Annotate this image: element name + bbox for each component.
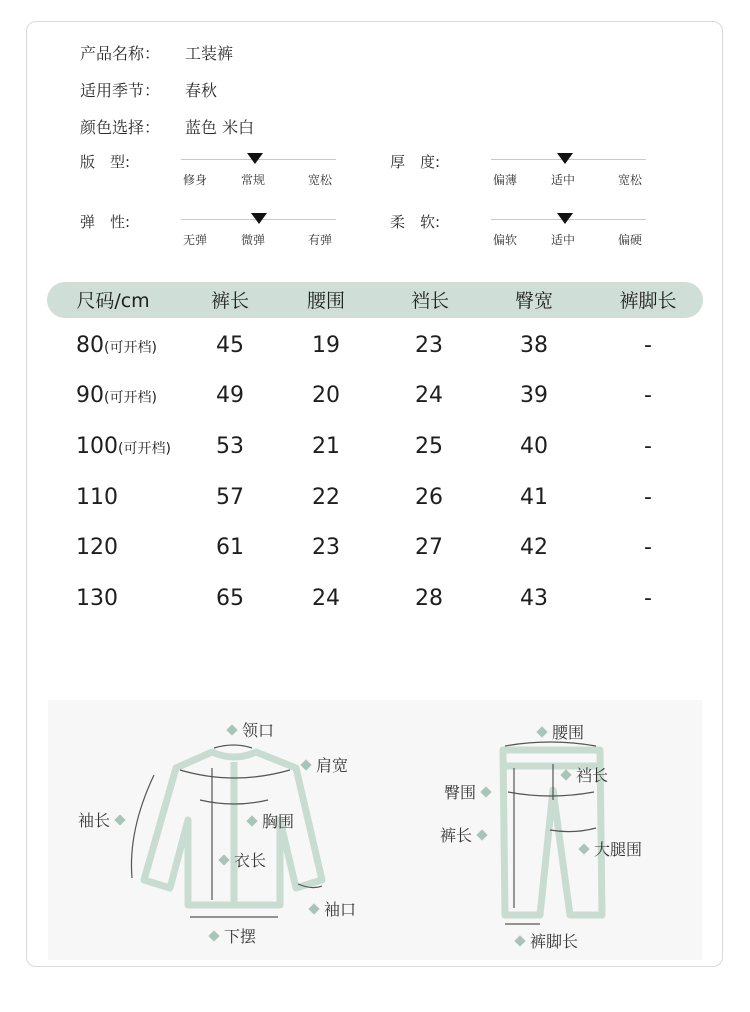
table-cell: 49 [216, 383, 244, 408]
size-value: 130 [76, 586, 118, 611]
label-hip: 臀围 [444, 780, 496, 803]
scale-option: 宽松 [618, 173, 643, 187]
table-cell: 20 [312, 383, 340, 408]
diamond-icon [536, 726, 547, 737]
season-label: 适用季节： [80, 81, 161, 100]
table-cell: 53 [216, 434, 244, 459]
table-cell: 19 [312, 333, 340, 358]
size-note: (可开档) [118, 441, 171, 457]
label-sleeve-length: 袖长 [78, 808, 130, 831]
label-cuff: 袖口 [304, 897, 356, 920]
scale-option: 有弹 [308, 233, 333, 247]
size-note: (可开档) [104, 390, 157, 406]
table-cell: 65 [216, 586, 244, 611]
label-waist: 腰围 [532, 720, 584, 743]
scale-option: 适中 [551, 173, 576, 187]
fit-label: 版 型: [80, 153, 131, 171]
diamond-icon [218, 854, 229, 865]
table-cell: 23 [415, 333, 443, 358]
product-name-label: 产品名称： [80, 44, 161, 63]
header-pants-length: 裤长 [210, 290, 249, 312]
diamond-icon [480, 786, 491, 797]
table-cell: 45 [216, 333, 244, 358]
size-value: 80 [76, 333, 104, 358]
table-cell: - [644, 535, 652, 560]
table-cell: 23 [312, 535, 340, 560]
diamond-icon [514, 935, 525, 946]
table-cell: 61 [216, 535, 244, 560]
size-value: 120 [76, 535, 118, 560]
table-cell: 24 [312, 586, 340, 611]
table-cell: 39 [520, 383, 548, 408]
scale-option: 修身 [183, 173, 208, 187]
scale-option: 微弹 [241, 233, 266, 247]
label-pants-length: 裤长 [440, 823, 492, 846]
table-cell: 24 [415, 383, 443, 408]
table-cell: - [644, 434, 652, 459]
diamond-icon [300, 759, 311, 770]
table-cell: 21 [312, 434, 340, 459]
scale-option: 宽松 [308, 173, 333, 187]
table-cell: - [644, 485, 652, 510]
size-value: 100 [76, 434, 118, 459]
label-shoulder: 肩宽 [296, 753, 348, 776]
diamond-icon [578, 843, 589, 854]
table-cell: 42 [520, 535, 548, 560]
table-cell: - [644, 586, 652, 611]
size-value: 90 [76, 383, 104, 408]
season-value: 春秋 [185, 81, 218, 100]
thickness-label: 厚 度: [390, 153, 441, 171]
table-cell: 22 [312, 485, 340, 510]
header-size: 尺码/cm [76, 290, 150, 312]
label-collar: 领口 [222, 718, 274, 741]
diamond-icon [246, 815, 257, 826]
table-cell: 38 [520, 333, 548, 358]
label-body-length: 衣长 [214, 848, 266, 871]
scale-option: 无弹 [183, 233, 208, 247]
diamond-icon [308, 903, 319, 914]
product-name-value: 工装裤 [185, 44, 234, 63]
size-note: (可开档) [104, 340, 157, 356]
label-chest: 胸围 [242, 809, 294, 832]
table-cell: 41 [520, 485, 548, 510]
header-hip-width: 臀宽 [514, 290, 553, 312]
header-leg-opening: 裤脚长 [619, 290, 677, 312]
size-value: 110 [76, 485, 118, 510]
header-waist: 腰围 [306, 290, 345, 312]
table-cell: 26 [415, 485, 443, 510]
scale-option: 适中 [551, 233, 576, 247]
label-rise: 裆长 [556, 763, 608, 786]
scale-option: 偏薄 [493, 173, 518, 187]
diamond-icon [208, 930, 219, 941]
softness-label: 柔 软: [390, 213, 441, 231]
table-cell: 27 [415, 535, 443, 560]
table-cell: 43 [520, 586, 548, 611]
scale-option: 常规 [241, 173, 266, 187]
label-hem: 下摆 [204, 924, 256, 947]
label-thigh: 大腿围 [574, 837, 642, 860]
table-cell: 25 [415, 434, 443, 459]
diamond-icon [114, 814, 125, 825]
table-cell: 40 [520, 434, 548, 459]
color-value: 蓝色 米白 [185, 118, 255, 137]
table-cell: - [644, 383, 652, 408]
diamond-icon [560, 769, 571, 780]
scale-option: 偏软 [493, 233, 518, 247]
table-cell: 57 [216, 485, 244, 510]
diamond-icon [226, 724, 237, 735]
label-leg-opening: 裤脚长 [510, 929, 578, 952]
color-label: 颜色选择： [80, 118, 161, 137]
table-cell: - [644, 333, 652, 358]
diamond-icon [476, 829, 487, 840]
elasticity-label: 弹 性: [80, 213, 131, 231]
header-rise: 裆长 [410, 290, 449, 312]
scale-option: 偏硬 [618, 233, 643, 247]
table-cell: 28 [415, 586, 443, 611]
